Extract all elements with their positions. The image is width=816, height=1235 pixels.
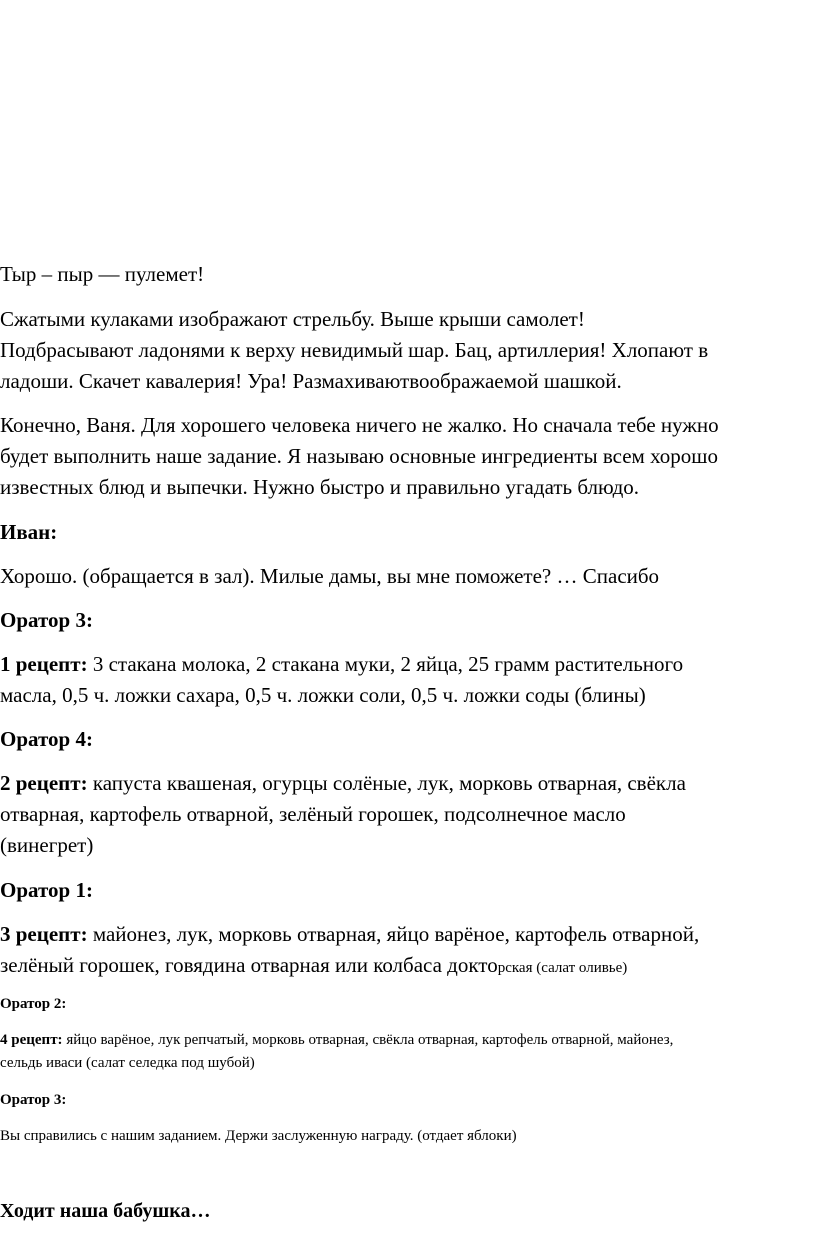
speaker-heading: Иван: xyxy=(0,520,58,544)
speaker-heading: Оратор 3: xyxy=(0,608,93,632)
speaker-heading: Оратор 3: xyxy=(0,1092,67,1108)
text-line: сельдь иваси (салат селедка под шубой) xyxy=(0,1055,255,1071)
text-line: Вы справились с нашим заданием. Держи заслуженную награду. (отдает яблоки) xyxy=(0,1128,517,1144)
text-line: Конечно, Ваня. Для хорошего человека ничего не жалко. Но сначала тебе нужно xyxy=(0,413,719,437)
recipe-4 xyxy=(0,1030,673,1050)
recipe-text: зелёный горошек, говядина отварная или колбаса докто xyxy=(0,953,498,977)
section-heading: Ходит наша бабушка… xyxy=(0,1200,211,1222)
recipe-label: 2 рецепт: xyxy=(0,771,88,795)
text-line: известных блюд и выпечки. Нужно быстро и правильно угадать блюдо. xyxy=(0,475,640,499)
recipe-text: яйцо варёное, лук репчатый, морковь отварная, свёкла отварная, картофель отварной, майонез, xyxy=(62,1032,674,1048)
speaker-heading: Оратор 1: xyxy=(0,878,93,902)
recipe-1 xyxy=(0,651,683,677)
recipe-label: 4 рецепт: xyxy=(0,1032,63,1048)
text-line xyxy=(0,952,627,978)
recipe-3 xyxy=(0,921,699,947)
text-line: масла, 0,5 ч. ложки сахара, 0,5 ч. ложки соли, 0,5 ч. ложки соды (блины) xyxy=(0,683,646,707)
recipe-text-small: рская (салат оливье) xyxy=(497,960,628,976)
recipe-label: 3 рецепт: xyxy=(0,922,88,946)
recipe-2 xyxy=(0,770,686,796)
text-line: (винегрет) xyxy=(0,833,94,857)
recipe-label: 1 рецепт: xyxy=(0,652,88,676)
text-line: отварная, картофель отварной, зелёный горошек, подсолнечное масло xyxy=(0,802,626,826)
speaker-heading: Оратор 4: xyxy=(0,727,93,751)
text-line: будет выполнить наше задание. Я называю основные ингредиенты всем хорошо xyxy=(0,444,718,468)
recipe-text: 3 стакана молока, 2 стакана муки, 2 яйца, 25 грамм растительного xyxy=(87,652,684,676)
recipe-text: майонез, лук, морковь отварная, яйцо варёное, картофель отварной, xyxy=(87,922,700,946)
recipe-text: капуста квашеная, огурцы солёные, лук, морковь отварная, свёкла xyxy=(87,771,686,795)
speaker-heading: Оратор 2: xyxy=(0,996,67,1012)
text-line: Сжатыми кулаками изображают стрельбу. Выше крыши самолет! xyxy=(0,307,585,331)
text-line: Тыр – пыр –– пулемет! xyxy=(0,262,205,286)
text-line: Подбрасывают ладонями к верху невидимый шар. Бац, артиллерия! Хлопают в xyxy=(0,338,709,362)
text-line: Хорошо. (обращается в зал). Милые дамы, вы мне поможете? … Спасибо xyxy=(0,564,660,588)
text-line: ладоши. Скачет кавалерия! Ура! Размахиваютвоображаемой шашкой. xyxy=(0,369,622,393)
